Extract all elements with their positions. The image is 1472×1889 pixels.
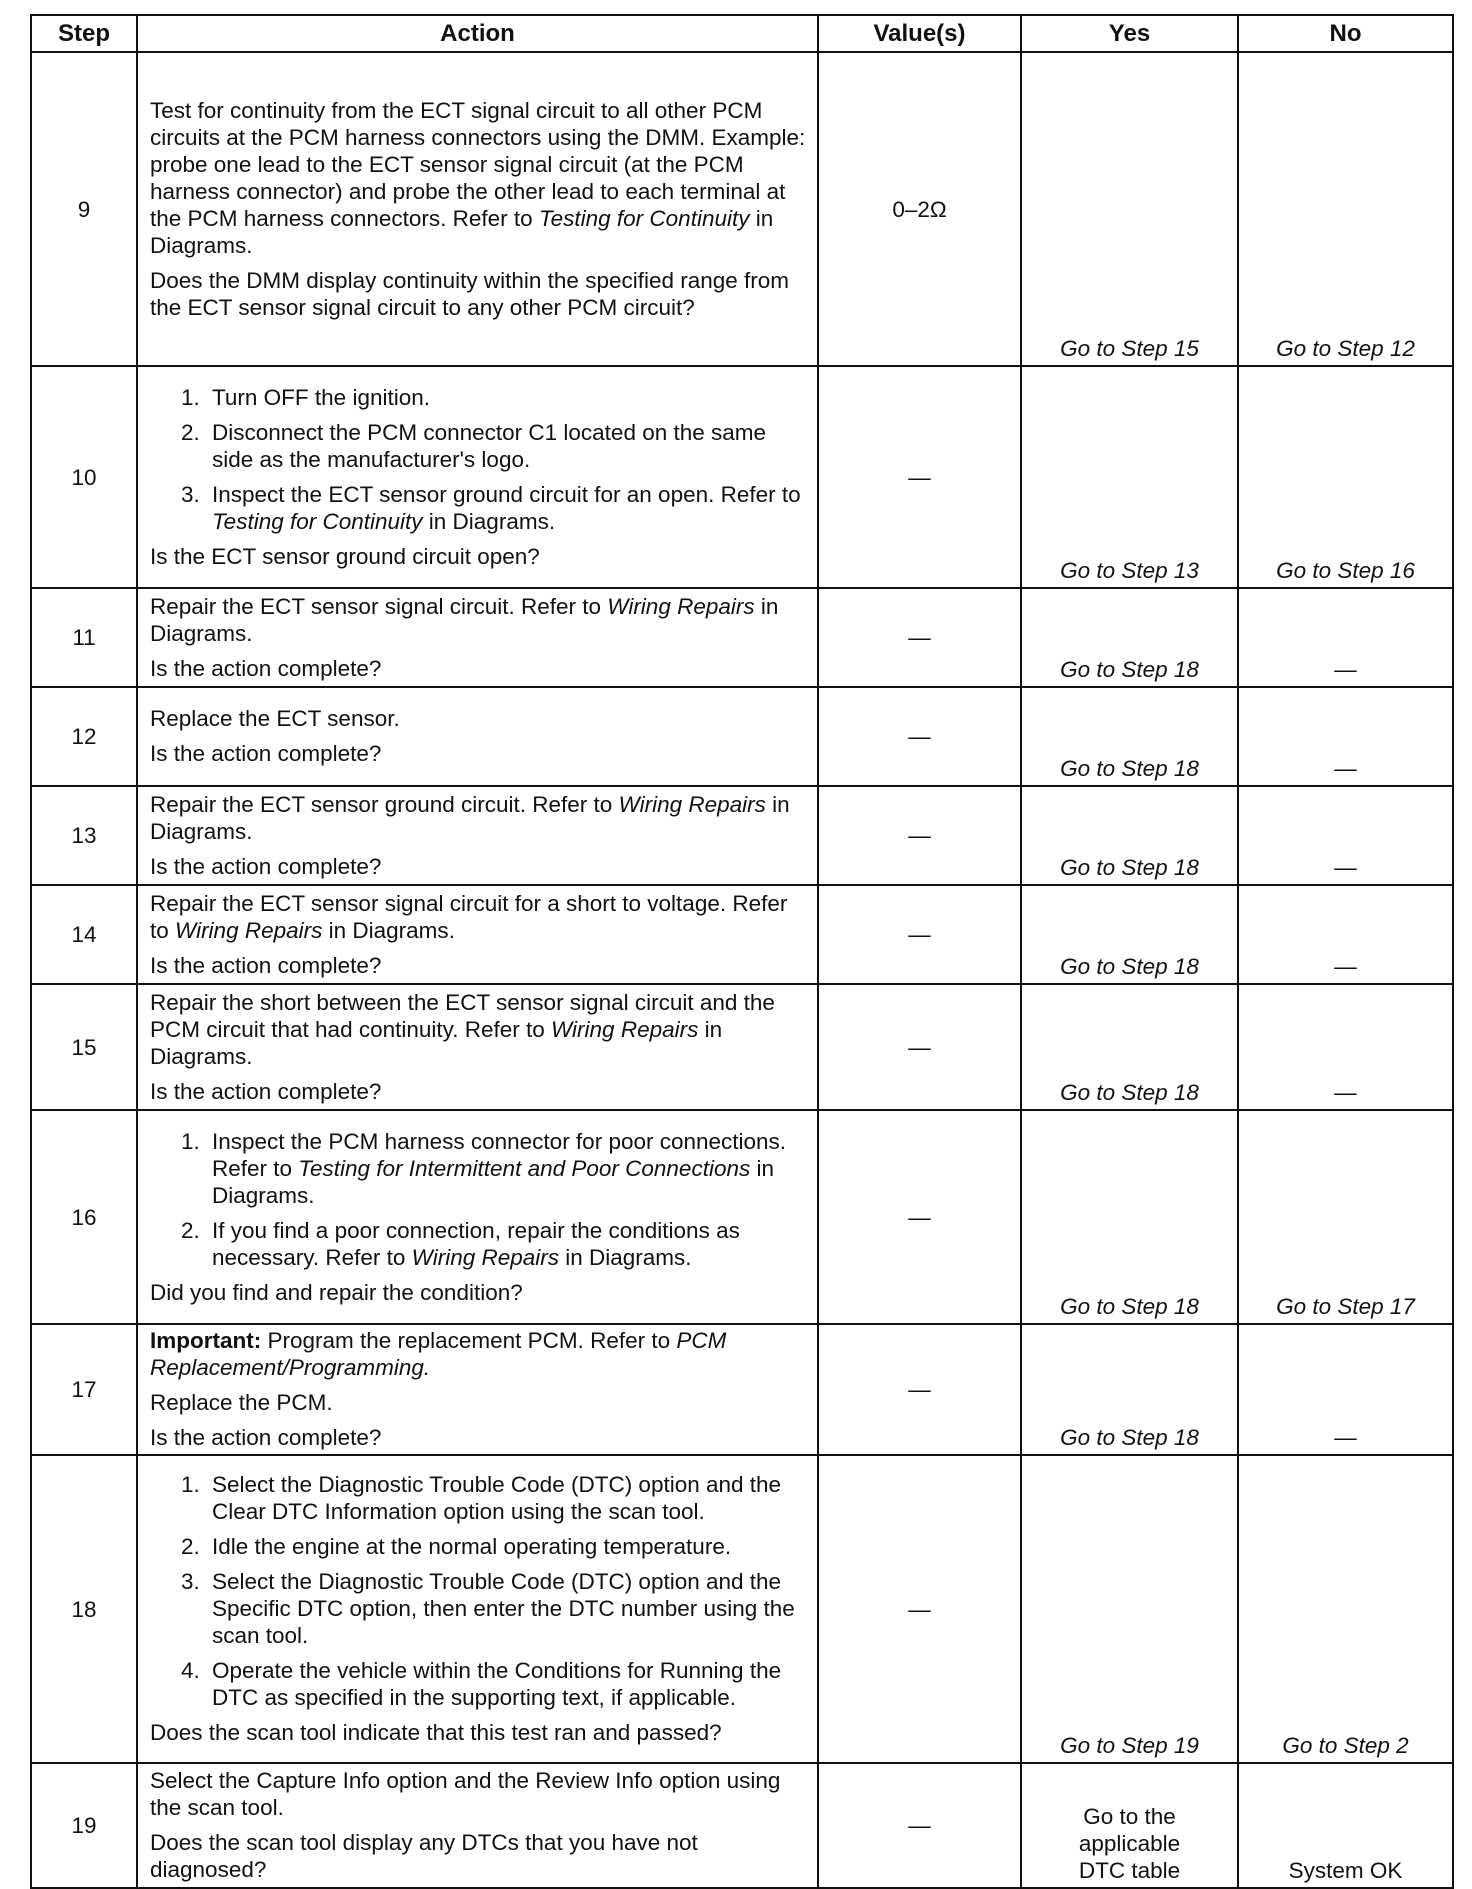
text-run: in Diagrams.: [559, 1244, 692, 1270]
action-step-item: [206, 1657, 809, 1711]
value-cell: —: [818, 366, 1021, 588]
table-header-row: [31, 15, 1453, 52]
no-cell: —: [1238, 786, 1453, 885]
action-paragraph: [150, 97, 809, 259]
header-step: Step: [31, 15, 137, 52]
yes-cell: Go to Step 18: [1021, 984, 1238, 1110]
no-cell: —: [1238, 1324, 1453, 1455]
action-cell: [137, 1763, 818, 1888]
no-cell: [1238, 1763, 1453, 1888]
action-question: [150, 853, 809, 880]
reference-text: Wiring Repairs: [607, 593, 755, 619]
text-run: in Diagrams.: [322, 917, 455, 943]
text-run: Select the Diagnostic Trouble Code (DTC) option and the Clear DTC Information option using the scan tool.: [212, 1472, 782, 1524]
action-question: [150, 952, 809, 979]
text-run: If you find a poor connection, repair the conditions as necessary. Refer to: [212, 1217, 740, 1270]
text-run: in Diagrams.: [150, 205, 774, 258]
text-run: Is the action complete?: [150, 853, 382, 879]
text-run: Program the replacement PCM. Refer to: [261, 1328, 677, 1353]
reference-text: Wiring Repairs: [618, 791, 766, 817]
table-row: [31, 786, 1453, 885]
value-cell: —: [818, 1763, 1021, 1888]
header-action: Action: [137, 15, 818, 52]
step-number: 17: [31, 1324, 137, 1455]
action-cell: [137, 1455, 818, 1763]
value-cell: —: [818, 984, 1021, 1110]
action-cell: [137, 984, 818, 1110]
reference-text: PCM Replacement/Programming.: [150, 1328, 727, 1380]
action-cell: [137, 885, 818, 984]
text-run: Is the action complete?: [150, 952, 382, 978]
action-paragraph: [150, 989, 809, 1070]
no-cell: Go to Step 16: [1238, 366, 1453, 588]
action-paragraph: [150, 1767, 809, 1821]
table-row: [31, 1110, 1453, 1324]
step-number: 9: [31, 52, 137, 366]
no-cell: Go to Step 2: [1238, 1455, 1453, 1763]
text-run: Repair the ECT sensor signal circuit for a short to voltage. Refer to: [150, 890, 788, 943]
reference-text: Testing for Intermittent and Poor Connections: [298, 1155, 751, 1181]
text-run: Repair the ECT sensor ground circuit. Refer to: [150, 791, 619, 817]
action-paragraph: [150, 1389, 809, 1416]
action-question: [150, 1279, 809, 1306]
step-number: 14: [31, 885, 137, 984]
action-cell: [137, 786, 818, 885]
yes-cell: Go to Step 18: [1021, 687, 1238, 786]
step-number: 11: [31, 588, 137, 687]
no-cell: —: [1238, 687, 1453, 786]
text-run: Is the action complete?: [150, 741, 382, 766]
table-row: [31, 1455, 1453, 1763]
yes-cell: Go to Step 19: [1021, 1455, 1238, 1763]
step-number: 15: [31, 984, 137, 1110]
action-step-item: [206, 1568, 809, 1649]
action-step-item: [206, 384, 809, 411]
value-cell: 0–2Ω: [818, 52, 1021, 366]
action-cell: [137, 1110, 818, 1324]
yes-cell: Go to Step 13: [1021, 366, 1238, 588]
text-run: Does the scan tool indicate that this test ran and passed?: [150, 1720, 722, 1745]
reference-text: Wiring Repairs: [175, 917, 323, 943]
action-step-item: [206, 481, 809, 535]
table-row: [31, 1763, 1453, 1888]
action-question: [150, 1829, 809, 1883]
reference-text: Testing for Continuity: [538, 205, 750, 231]
text-run: Select the Capture Info option and the Review Info option using the scan tool.: [150, 1768, 781, 1820]
text-run: Disconnect the PCM connector C1 located on the same side as the manufacturer's logo.: [212, 419, 767, 472]
action-step-item: [206, 1533, 809, 1560]
table-row: [31, 588, 1453, 687]
table-row: [31, 52, 1453, 366]
header-values: Value(s): [818, 15, 1021, 52]
table-row: [31, 687, 1453, 786]
text-run: Does the scan tool display any DTCs that you have not diagnosed?: [150, 1830, 698, 1882]
yes-cell: Go to Step 18: [1021, 786, 1238, 885]
table-body: [31, 52, 1453, 1888]
reference-text: Testing for Continuity: [212, 508, 423, 534]
table-row: [31, 984, 1453, 1110]
bold-text: Important:: [150, 1328, 262, 1353]
header-no: No: [1238, 15, 1453, 52]
no-cell: —: [1238, 885, 1453, 984]
text-run: Select the Diagnostic Trouble Code (DTC) option and the Specific DTC option, then enter the DTC number using the scan tool.: [212, 1569, 795, 1648]
no-result-text: System OK: [1288, 1858, 1403, 1883]
text-run: Idle the engine at the normal operating temperature.: [212, 1534, 732, 1559]
yes-cell: [1021, 1763, 1238, 1888]
text-run: Operate the vehicle within the Conditions for Running the DTC as specified in the supporting text, if applicable.: [212, 1658, 782, 1710]
table-row: [31, 366, 1453, 588]
value-cell: —: [818, 588, 1021, 687]
step-number: 13: [31, 786, 137, 885]
step-number: 18: [31, 1455, 137, 1763]
text-run: Test for continuity from the ECT signal circuit to all other PCM circuits at the PCM harness connectors using the DMM. Example: probe one lead to the ECT sensor signal circuit (at the PCM harness connector) and probe the other lead to each terminal at the PCM harness connectors. Refer to: [150, 97, 806, 231]
diagnostic-table: [30, 14, 1454, 1889]
value-cell: —: [818, 1110, 1021, 1324]
action-step-item: [206, 419, 809, 473]
action-step-item: [206, 1128, 809, 1209]
reference-text: Wiring Repairs: [411, 1244, 560, 1270]
no-cell: Go to Step 17: [1238, 1110, 1453, 1324]
step-number: 19: [31, 1763, 137, 1888]
yes-cell: Go to Step 18: [1021, 885, 1238, 984]
text-run: Did you find and repair the condition?: [150, 1279, 523, 1305]
text-run: Is the action complete?: [150, 655, 382, 681]
action-step-item: [206, 1471, 809, 1525]
no-cell: —: [1238, 984, 1453, 1110]
text-run: in Diagrams.: [150, 593, 779, 646]
action-question: [150, 1078, 809, 1105]
yes-cell: Go to Step 18: [1021, 1110, 1238, 1324]
reference-text: Wiring Repairs: [551, 1016, 699, 1042]
action-cell: [137, 588, 818, 687]
value-cell: —: [818, 1455, 1021, 1763]
action-question: [150, 1719, 809, 1746]
action-cell: [137, 1324, 818, 1455]
action-cell: [137, 52, 818, 366]
step-number: 16: [31, 1110, 137, 1324]
value-cell: —: [818, 885, 1021, 984]
header-yes: Yes: [1021, 15, 1238, 52]
table-row: [31, 1324, 1453, 1455]
text-run: Is the ECT sensor ground circuit open?: [150, 543, 540, 569]
text-run: in Diagrams.: [212, 1155, 774, 1208]
text-run: in Diagrams.: [150, 791, 790, 844]
text-run: Turn OFF the ignition.: [212, 384, 431, 410]
value-cell: —: [818, 687, 1021, 786]
action-steps-list: [150, 1128, 809, 1271]
text-run: Repair the short between the ECT sensor signal circuit and the PCM circuit that had continuity. Refer to: [150, 989, 775, 1042]
action-step-item: [206, 1217, 809, 1271]
action-question: [150, 267, 809, 321]
text-run: Is the action complete?: [150, 1425, 382, 1450]
action-question: [150, 1424, 809, 1451]
action-paragraph: [150, 593, 809, 647]
action-steps-list: [150, 384, 809, 535]
value-cell: —: [818, 786, 1021, 885]
yes-cell: Go to Step 18: [1021, 1324, 1238, 1455]
action-cell: [137, 687, 818, 786]
no-cell: Go to Step 12: [1238, 52, 1453, 366]
action-question: [150, 740, 809, 767]
yes-result-text: Go to the applicable DTC table: [1078, 1804, 1181, 1883]
action-question: [150, 543, 809, 570]
text-run: in Diagrams.: [422, 508, 556, 534]
action-paragraph: [150, 791, 809, 845]
action-paragraph: [150, 890, 809, 944]
yes-cell: Go to Step 18: [1021, 588, 1238, 687]
text-run: Replace the ECT sensor.: [150, 706, 400, 731]
action-paragraph: [150, 1327, 809, 1381]
text-run: Replace the PCM.: [150, 1390, 333, 1415]
action-paragraph: [150, 705, 809, 732]
action-cell: [137, 366, 818, 588]
action-steps-list: [150, 1471, 809, 1711]
table-row: [31, 885, 1453, 984]
yes-cell: Go to Step 15: [1021, 52, 1238, 366]
step-number: 10: [31, 366, 137, 588]
text-run: Does the DMM display continuity within the specified range from the ECT sensor signal circuit to any other PCM circuit?: [150, 267, 790, 320]
text-run: Inspect the PCM harness connector for poor connections. Refer to: [212, 1128, 787, 1181]
text-run: Inspect the ECT sensor ground circuit for an open. Refer to: [212, 481, 801, 507]
value-cell: —: [818, 1324, 1021, 1455]
action-question: [150, 655, 809, 682]
text-run: Repair the ECT sensor signal circuit. Refer to: [150, 593, 608, 619]
step-number: 12: [31, 687, 137, 786]
text-run: in Diagrams.: [150, 1016, 723, 1069]
no-cell: —: [1238, 588, 1453, 687]
text-run: Is the action complete?: [150, 1078, 382, 1104]
